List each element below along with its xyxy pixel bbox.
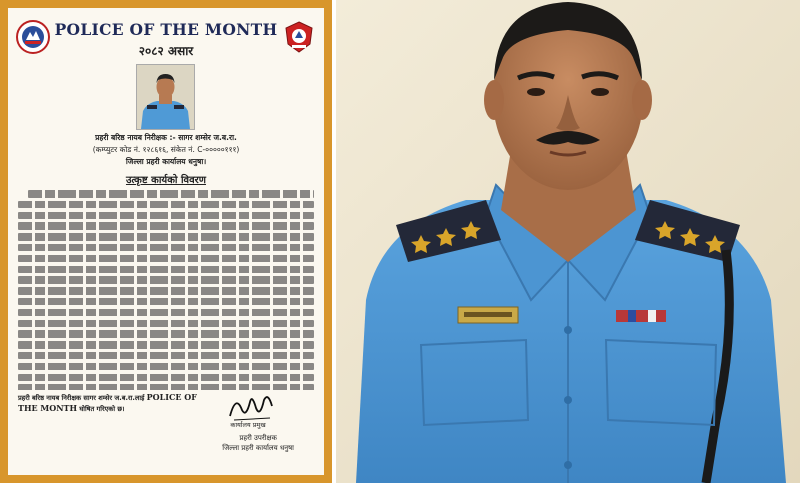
closing-award-title: POLICE OF THE MONTH xyxy=(18,392,197,413)
signer-role: प्रहरी उपरीक्षक xyxy=(239,434,277,442)
certificate-frame xyxy=(0,0,332,483)
closing-statement xyxy=(18,392,208,414)
certificate-month: २०८२ असार xyxy=(138,44,194,58)
signer-office: जिल्ला प्रहरी कार्यालय धनुषा xyxy=(222,444,294,452)
signature-block xyxy=(222,433,294,453)
section-heading: उत्कृष्ट कार्यको विवरण xyxy=(125,175,207,186)
officer-thumbnail xyxy=(136,64,195,130)
officer-name-line: प्रहरी बरिष्ठ नायब निरीक्षक :- सागर शम्सेर ज.ब.रा. xyxy=(95,133,237,142)
officer-photo xyxy=(336,0,800,483)
officer-code-line: (कम्प्युटर कोड नं. १२८६१६, संकेत नं. C-०००००१११) xyxy=(92,145,240,154)
closing-suffix: घोषित गरिएको छ। xyxy=(79,405,125,413)
office-line: जिल्ला प्रहरी कार्यालय धनुषा। xyxy=(125,157,207,166)
closing-text: प्रहरी बरिष्ठ नायब निरीक्षक सागर शम्सेर ज.ब.रा.लाई xyxy=(18,394,145,402)
signer-title: कार्यालय प्रमुख xyxy=(230,421,266,429)
certificate-title: POLICE OF THE MONTH xyxy=(54,20,278,39)
certificate-paper xyxy=(8,8,324,475)
description-paragraph xyxy=(18,190,314,390)
